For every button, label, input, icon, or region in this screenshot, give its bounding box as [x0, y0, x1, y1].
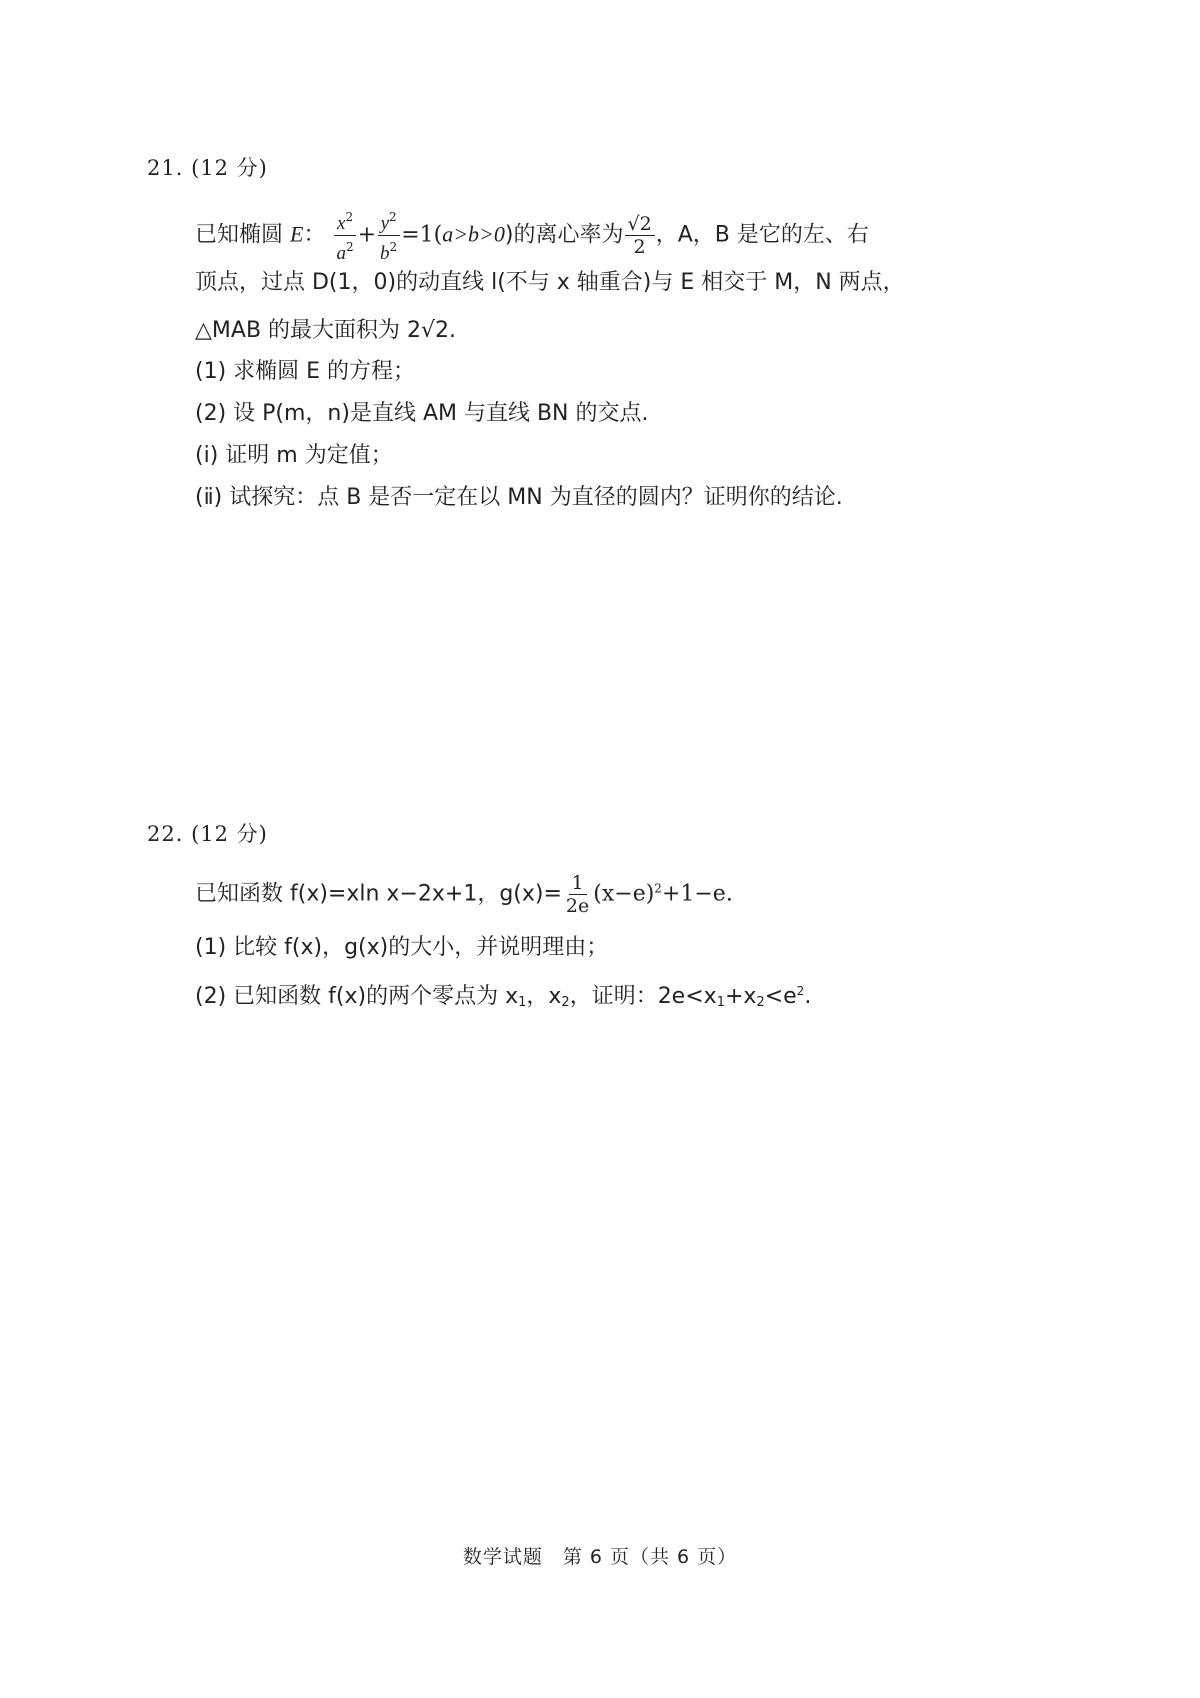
q21-line-2: 顶点，过点 D(1，0)的动直线 l(不与 x 轴重合)与 E 相交于 M，N 两点，	[195, 270, 905, 295]
q22-p2-sup5: 2	[796, 984, 805, 998]
question-22-header: 22. (12 分)	[147, 822, 268, 846]
q22-p2-sub4: 2	[756, 995, 765, 1010]
q21-b-var: b	[380, 243, 390, 264]
q22-g-tail: +1−e.	[661, 881, 733, 907]
q22-p2-c: ，证明：2e<x	[569, 984, 717, 1009]
question-21-header: 21. (12 分)	[147, 156, 268, 180]
q22-p2-b: ，x	[526, 984, 562, 1009]
q21-frac-y2-b2	[377, 206, 400, 265]
q21-frac-sqrt2-2	[625, 213, 655, 258]
q21-line-3: △MAB 的最大面积为 2√2.	[195, 318, 457, 343]
q22-g-body: (x−e)	[593, 881, 655, 907]
q21-eccentricity-text: )的离心率为	[504, 222, 624, 248]
q22-p2-sub1: 1	[518, 995, 527, 1010]
page-footer: 数学试题 第 6 页（共 6 页）	[462, 1546, 738, 1568]
q21-part-2-ii: (ⅱ) 试探究：点 B 是否一定在以 MN 为直径的圆内？证明你的结论.	[195, 485, 843, 510]
q22-frac-1-2e	[563, 872, 592, 917]
q22-g-exp: 2	[654, 881, 662, 896]
q21-x-exp: 2	[345, 210, 354, 224]
q22-part-1: (1) 比较 f(x)，g(x)的大小，并说明理由；	[195, 935, 609, 960]
q22-p2-d: +x	[724, 984, 757, 1009]
q22-p2-sub3: 1	[716, 995, 725, 1010]
q21-condition: a>b>0	[442, 221, 505, 247]
q21-denominator-2: 2	[633, 236, 646, 258]
q21-line-1	[195, 206, 869, 265]
q22-part-2	[195, 976, 811, 1018]
q22-p2-a: (2) 已知函数 f(x)的两个零点为 x	[195, 984, 519, 1009]
q21-part-2-i: (ⅰ) 证明 m 为定值；	[195, 443, 393, 468]
q21-sqrt2: √2	[625, 213, 655, 236]
q21-y-exp: 2	[389, 210, 397, 224]
q21-y-var: y	[380, 213, 390, 234]
q21-part-1: (1) 求椭圆 E 的方程；	[195, 359, 416, 384]
q22-line-1	[195, 872, 733, 917]
q21-ellipse-name: E	[290, 221, 304, 247]
q22-functions-intro: 已知函数 f(x)=xln x−2x+1，g(x)=	[195, 881, 562, 907]
q21-x-var: x	[337, 213, 346, 234]
q22-p2-sub2: 2	[561, 995, 570, 1010]
q22-denominator: 2e	[565, 895, 590, 917]
q21-colon: ：	[303, 222, 326, 248]
q21-a-var: a	[336, 243, 346, 264]
q21-line1-intro: 已知椭圆	[195, 222, 290, 248]
q22-numerator: 1	[569, 872, 587, 895]
q21-b-exp: 2	[389, 240, 398, 254]
q21-part-2: (2) 设 P(m，n)是直线 AM 与直线 BN 的交点.	[195, 401, 649, 426]
q22-p2-f: .	[804, 984, 812, 1009]
q21-a-exp: 2	[345, 240, 354, 254]
q21-plus: +	[357, 222, 377, 248]
q21-line1-rest: ，A，B 是它的左、右	[655, 222, 869, 248]
q22-p2-e: <e	[764, 984, 797, 1009]
q21-frac-x2-a2	[333, 206, 356, 265]
q21-equals: =1(	[401, 222, 443, 248]
